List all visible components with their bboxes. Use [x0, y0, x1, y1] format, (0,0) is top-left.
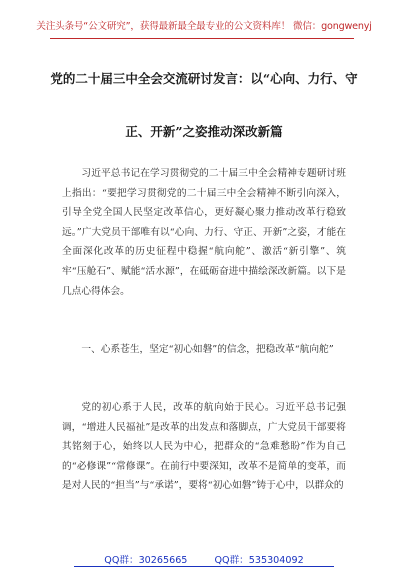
paragraph-text: 党的初心系于人民，改革的航向始于民心。习近平总书记强调，“增进人民福祉”是改革的出发点和落脚点，广大党员干部要将其铭刻于心，始终以人民为中心，把群众的“急难愁盼”作为自己的“必修课”“常修课”。在前行中要深知，改革不是简单的变革，而是对人民的“担当”与“承诺”，要将“初心如磐”铸于心中，以群众的: [62, 402, 346, 492]
doc-title-line-2: 正、开新”之姿推动深改新篇: [125, 124, 283, 139]
footer-qq-right: QQ群：535304092: [214, 555, 304, 566]
doc-title-line-1: 党的二十届三中全会交流研讨发言：以“心向、力行、守: [50, 71, 358, 86]
section-heading-text: 一、心系苍生，坚定“初心如磐”的信念，把稳改革“航向舵”: [81, 344, 334, 355]
header-divider: [50, 38, 354, 39]
body-paragraph-1: [62, 164, 346, 301]
paragraph-text: 习近平总书记在学习贯彻党的二十届三中全会精神专题研讨班上指出：“要把学习贯彻党的二十届三中全会精神不断引向深入，引导全党全国人民坚定改革信心，更好凝心聚力推动改革行稳致远。”广大党员干部唯有以“心向、力行、守正、开新”之姿，才能在全面深化改革的历史征程中稳握“航向舵”、激活“新引擎”、筑牢“压舱石”、赋能“活水源”，在砥砺奋进中描绘深改新篇。以下是几点心得体会。: [62, 168, 346, 297]
section-heading-1: [62, 340, 346, 360]
footer: [0, 552, 408, 566]
body-paragraph-2: [62, 398, 346, 496]
footer-qq-left: QQ群：30265665: [104, 555, 188, 566]
footer-underline: [74, 566, 334, 567]
header-notice: 关注头条号“公文研究”，获得最新最全最专业的公文资料库！ 微信：gongwenyj: [36, 21, 372, 32]
